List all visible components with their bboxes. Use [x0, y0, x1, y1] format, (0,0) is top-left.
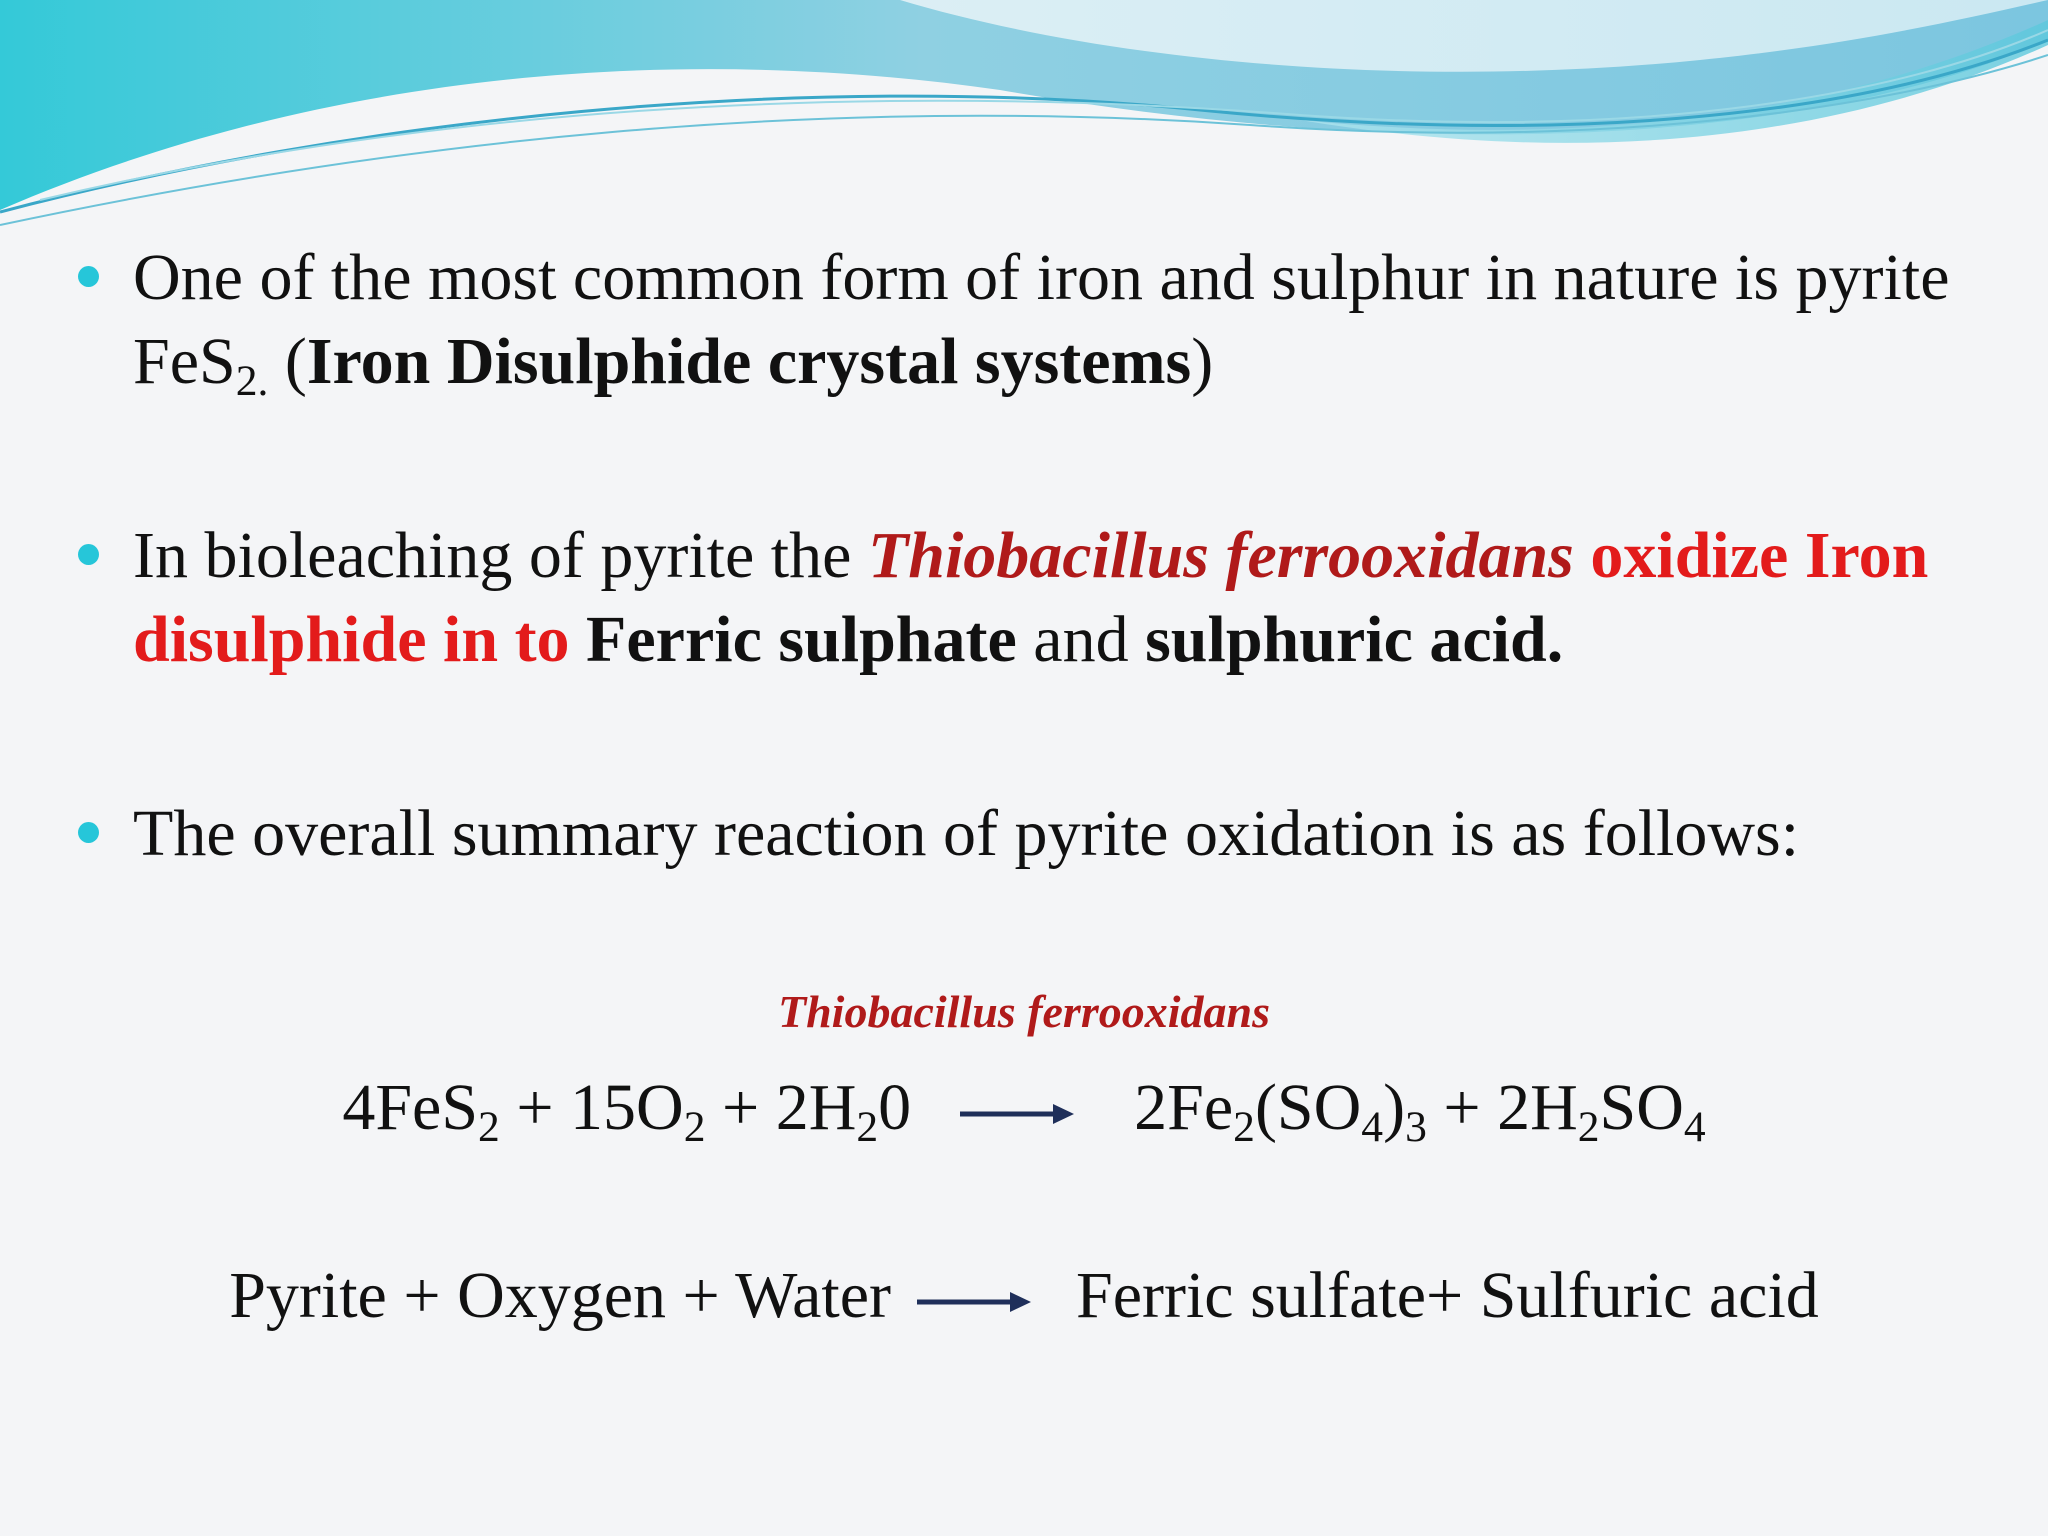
word-equation-lhs: Pyrite + Oxygen + Water — [229, 1259, 891, 1332]
equation-rhs — [1134, 1071, 1706, 1152]
eq-term: + 2H — [705, 1071, 857, 1144]
eq-subscript: 4 — [1361, 1103, 1384, 1152]
reaction-catalyst — [0, 985, 2048, 1038]
bullet-2-body: In bioleaching of pyrite the — [133, 519, 868, 592]
eq-term: (SO — [1254, 1071, 1362, 1144]
bullet-1-body: One of the most common form of iron and sulphur in nature is pyrite FeS — [133, 241, 1950, 398]
bullet-1-text — [133, 236, 2023, 404]
word-arrow-icon — [915, 1287, 1035, 1317]
chemical-equation — [0, 1070, 2048, 1152]
bullet-1-bold-term: Iron Disulphide crystal systems — [306, 325, 1192, 398]
bullet-3-text: The overall summary reaction of pyrite oxidation is as follows: — [133, 797, 1800, 870]
bullet-2-text — [133, 514, 2023, 682]
eq-subscript: 2 — [856, 1103, 879, 1152]
eq-term: + 15O — [499, 1071, 684, 1144]
bullet-1-subscript: 2. — [235, 357, 269, 406]
eq-term: 2Fe — [1134, 1071, 1234, 1144]
catalyst-label: Thiobacillus ferrooxidans — [777, 986, 1270, 1037]
eq-subscript: 2 — [1233, 1103, 1255, 1152]
bullet-dot-icon — [78, 266, 99, 287]
word-equation — [0, 1258, 2048, 1334]
word-equation-rhs: Ferric sulfate+ Sulfuric acid — [1075, 1259, 1819, 1332]
bullet-dot-icon — [78, 544, 99, 565]
eq-term: 0 — [878, 1071, 912, 1144]
equation-lhs — [342, 1071, 912, 1152]
eq-subscript: 2 — [478, 1103, 500, 1152]
bullet-2-connector: and — [1016, 603, 1146, 676]
eq-term: 4FeS — [342, 1071, 479, 1144]
bullet-2-organism: Thiobacillus ferrooxidans — [867, 519, 1574, 592]
eq-term: ) — [1383, 1071, 1406, 1144]
bullet-2-product-2: sulphuric acid. — [1145, 603, 1564, 676]
eq-subscript: 3 — [1405, 1103, 1427, 1152]
eq-subscript: 2 — [683, 1103, 706, 1152]
reaction-arrow-icon — [958, 1099, 1078, 1129]
eq-term: + 2H — [1426, 1071, 1578, 1144]
bullet-dot-icon — [78, 822, 99, 843]
eq-term: SO — [1599, 1071, 1684, 1144]
bullet-1-paren-close: ) — [1191, 325, 1214, 398]
header-wave-decoration — [0, 0, 2048, 240]
eq-subscript: 2 — [1577, 1103, 1600, 1152]
bullet-2-product-1: Ferric sulphate — [586, 603, 1017, 676]
eq-subscript: 4 — [1683, 1103, 1706, 1152]
bullet-2-red-text: oxidize Iron disulphide in to — [133, 519, 1929, 676]
bullet-1-paren-open: ( — [268, 325, 307, 398]
